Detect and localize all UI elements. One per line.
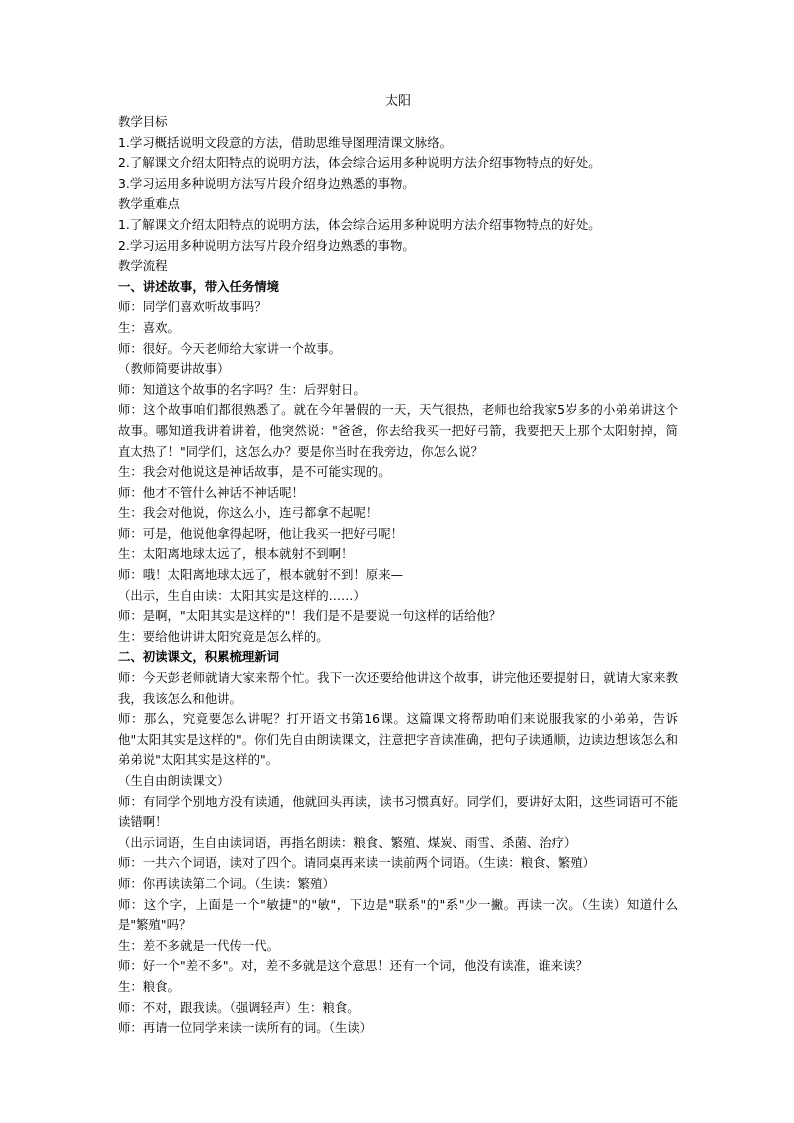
paragraph: 师：知道这个故事的名字吗？生：后羿射日。 — [118, 381, 366, 397]
document-body — [118, 112, 678, 1039]
paragraph: 师：好一个"差不多"。对，差不多就是这个意思！还有一个词，他没有读准，谁来读？ — [118, 958, 588, 974]
paragraph: 师：那么，究竟要怎么讲呢？打开语文书第16课。这篇课文将帮助咱们来说服我家的小弟弟，告诉他"太阳其实是这样的"。你们先自由朗读课文，注意把字音读准确，把句子读通顺，边读边想该怎么和弟弟说"太阳其实是这样的"。 — [118, 711, 678, 768]
section-heading: 一、讲述故事，带入任务情境 — [118, 278, 280, 294]
paragraph: 生：粮食。 — [118, 978, 180, 994]
paragraph: 师：很好。今天老师给大家讲一个故事。 — [118, 340, 342, 356]
paragraph: 生：喜欢。 — [118, 319, 180, 335]
paragraph: 2.了解课文介绍太阳特点的说明方法，体会综合运用多种说明方法介绍事物特点的好处。 — [118, 155, 601, 171]
document-page — [118, 92, 678, 1039]
paragraph: 师：这个字，上面是一个"敏捷"的"敏"，下边是"联系"的"系"少一撇。再读一次。（生读）知道什么是"繁殖"吗？ — [118, 896, 678, 933]
paragraph: 教学流程 — [118, 258, 168, 274]
paragraph: 生：要给他讲讲太阳究竟是怎么样的。 — [118, 628, 329, 644]
paragraph: 教学重难点 — [118, 196, 180, 212]
paragraph: （出示，生自由读：太阳其实是这样的……） — [118, 587, 366, 603]
paragraph: 师：是啊，"太阳其实是这样的"！我们是不是要说一句这样的话给他？ — [118, 608, 502, 624]
paragraph: （教师简要讲故事） — [118, 361, 230, 377]
paragraph: 师：同学们喜欢听故事吗？ — [118, 299, 267, 315]
paragraph: 师：可是，他说他拿得起呀，他让我买一把好弓呢！ — [118, 525, 403, 541]
paragraph: 师：他才不管什么神话不神话呢！ — [118, 484, 304, 500]
paragraph: 2.学习运用多种说明方法写片段介绍身边熟悉的事物。 — [118, 237, 415, 253]
paragraph: 教学目标 — [118, 114, 168, 129]
paragraph: 师：再请一位同学来读一读所有的词。（生读） — [118, 1020, 373, 1036]
paragraph: 师：有同学个别地方没有读通，他就回头再读，读书习惯真好。同学们，要讲好太阳，这些词语可不能读错啊！ — [118, 793, 678, 830]
paragraph: 3.学习运用多种说明方法写片段介绍身边熟悉的事物。 — [118, 175, 415, 191]
paragraph: 1.学习概括说明文段意的方法，借助思维导图理清课文脉络。 — [118, 134, 452, 150]
paragraph: （出示词语，生自由读词语，再指名朗读：粮食、繁殖、煤炭、雨雪、杀菌、治疗） — [118, 834, 577, 850]
paragraph: 生：太阳离地球太远了，根本就射不到啊！ — [118, 546, 354, 562]
paragraph: （生自由朗读课文） — [118, 773, 230, 788]
paragraph: 1.了解课文介绍太阳特点的说明方法，体会综合运用多种说明方法介绍事物特点的好处。 — [118, 216, 601, 232]
paragraph: 师：哦！太阳离地球太远了，根本就射不到！原来— — [118, 567, 403, 583]
paragraph: 师：不对，跟我读。（强调轻声）生：粮食。 — [118, 999, 360, 1015]
paragraph: 生：差不多就是一代传一代。 — [118, 937, 280, 953]
paragraph: 师：这个故事咱们都很熟悉了。就在今年暑假的一天，天气很热，老师也给我家5岁多的小弟弟讲这个故事。哪知道我讲着讲着，他突然说："爸爸，你去给我买一把好弓箭，我要把天上那个太阳射掉，简直太热了！"同学们，这怎么办？要是你当时在我旁边，你怎么说？ — [118, 402, 678, 459]
section-heading: 二、初读课文，积累梳理新词 — [118, 649, 280, 665]
paragraph: 师：你再读读第二个词。（生读：繁殖） — [118, 875, 335, 891]
paragraph: 师：一共六个词语，读对了四个。请同桌再来读一读前两个词语。（生读：粮食、繁殖） — [118, 855, 596, 871]
paragraph: 师：今天彭老师就请大家来帮个忙。我下一次还要给他讲这个故事，讲完他还要提射日，就请大家来教我，我该怎么和他讲。 — [118, 670, 678, 706]
paragraph: 生：我会对他说，你这么小，连弓都拿不起呢！ — [118, 505, 379, 521]
paragraph: 生：我会对他说这是神话故事，是不可能实现的。 — [118, 464, 391, 480]
document-title: 太阳 — [384, 94, 411, 109]
